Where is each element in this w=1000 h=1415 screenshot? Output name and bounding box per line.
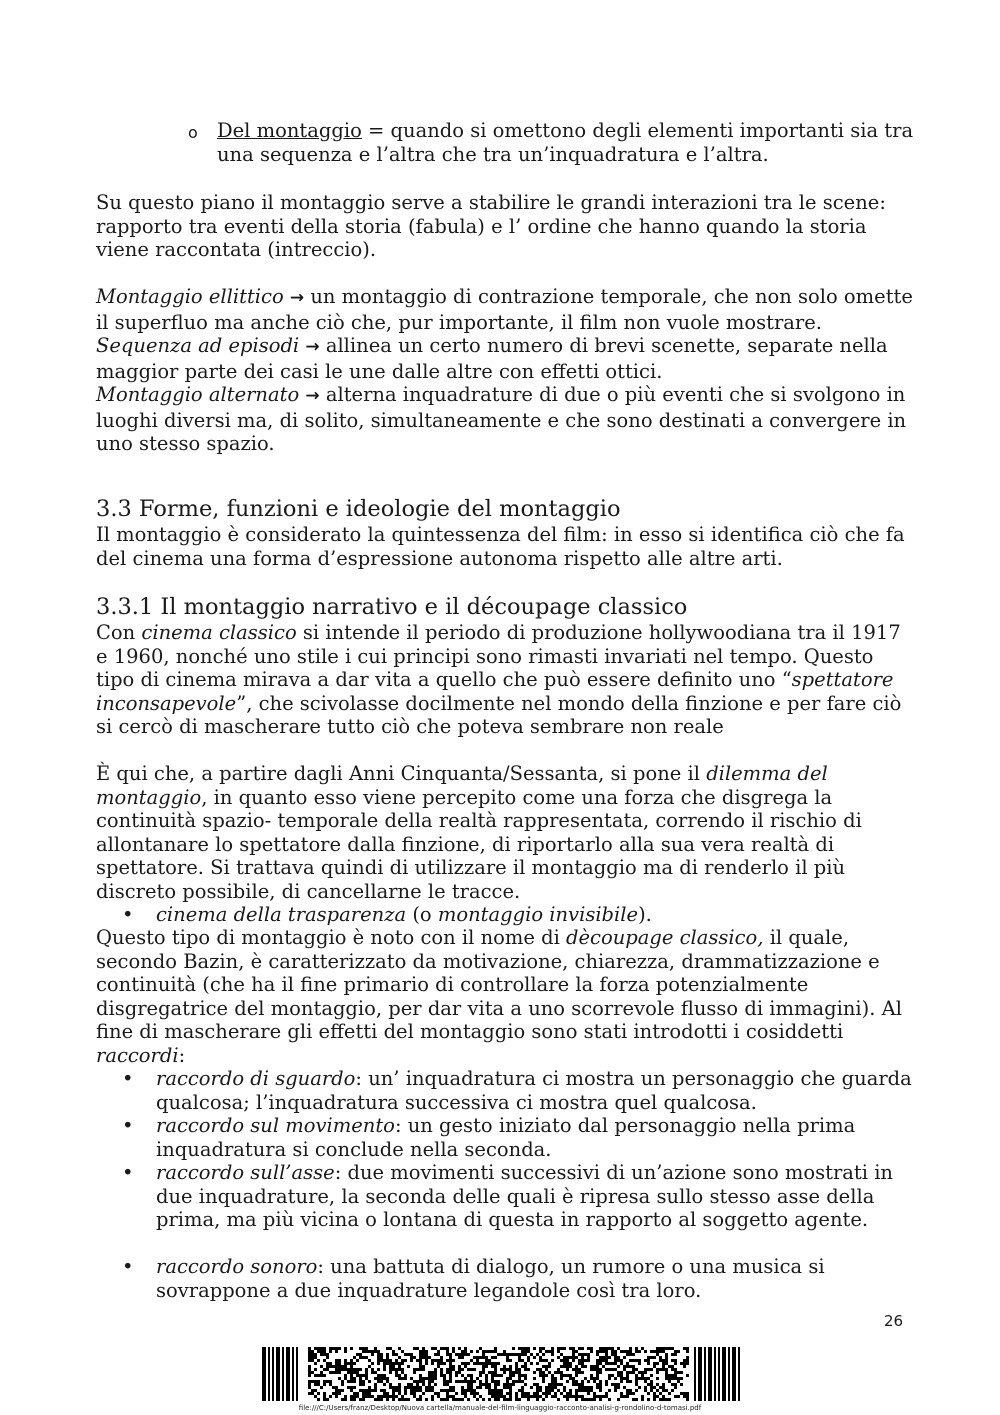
bullet-icon: •: [122, 1255, 134, 1278]
raccordo-term: raccordo di sguardo: [156, 1067, 356, 1090]
list-item-del-montaggio: [217, 119, 917, 166]
section-heading-3-3-1: 3.3.1 Il montaggio narrativo e il découpage classico: [96, 594, 688, 620]
paragraph-quintessenza: Il montaggio è considerato la quintessenza del film: in esso si identifica ciò che fa del cinema una forma d’espressione autonoma rispetto alle altre arti.: [96, 523, 905, 570]
list-item-cinema-trasparenza: [156, 903, 916, 927]
text-run: il quale, secondo Bazin, è caratterizzato da motivazione, chiarezza, drammatizzazione e continuità (che ha il fine primario di controllare la forza potenzialmente disgregatrice del montaggio, per dar vita a uno scorrevole flusso di immagini). Al fine di mascherare gli effetti del montaggio sono stati introdotti i cosiddetti: [96, 926, 902, 1043]
definition-montaggio-alternato: [96, 383, 916, 456]
list-item-raccordo-movimento: [156, 1114, 916, 1161]
text-run: (o: [406, 903, 438, 926]
definition-montaggio-ellittico: [96, 285, 916, 334]
list-item-raccordo-sonoro: [156, 1255, 916, 1302]
paragraph-decoupage-classico: [96, 926, 916, 1067]
raccordo-text: : un’ inquadratura ci mostra un personaggio che guarda qualcosa; l’inquadratura successiva ci mostra quel qualcosa.: [156, 1067, 912, 1114]
list-item-raccordo-asse: [156, 1161, 916, 1232]
raccordo-term: raccordo sull’asse: [156, 1161, 335, 1184]
emphasis: montaggio invisibile: [437, 903, 639, 926]
bullet-icon: •: [122, 1067, 134, 1090]
arrow-right-icon: →: [305, 337, 320, 357]
raccordo-text: : due movimenti successivi di un’azione sono mostrati in due inquadrature, la seconda delle quali è ripresa sullo stesso asse della prima, ma più vicina o lontana di questa in rapporto al soggetto agente.: [156, 1161, 893, 1231]
raccordo-term: raccordo sonoro: [156, 1255, 318, 1278]
definition-term: Montaggio alternato: [96, 383, 300, 406]
text-run: si intende il periodo di produzione hollywoodiana tra il 1917 e 1960, nonché uno stile i cui principi sono rimasti invariati nel tempo. Questo tipo di cinema mirava a dar vita a quello che può essere definito uno “: [96, 621, 901, 691]
section-heading-3-3: 3.3 Forme, funzioni e ideologie del montaggio: [96, 496, 621, 522]
paragraph-dilemma-montaggio: [96, 762, 916, 903]
arrow-right-icon: →: [305, 386, 320, 406]
text-run: Questo tipo di montaggio è noto con il nome di: [96, 926, 567, 949]
bullet-icon: •: [122, 1114, 134, 1137]
emphasis: dècoupage classico,: [566, 926, 764, 949]
paragraph-interazioni: Su questo piano il montaggio serve a stabilire le grandi interazioni tra le scene: rapporto tra eventi della storia (fabula) e l’ ordine che hanno quando la storia viene raccontata (intreccio).: [96, 191, 886, 261]
definition-term: Sequenza ad episodi: [96, 334, 300, 357]
text-run: ”, che scivolasse docilmente nel mondo della finzione e per fare ciò si cercò di mascherare tutto ciò che poteva sembrare non reale: [96, 691, 902, 738]
raccordo-term: raccordo sul movimento: [156, 1114, 395, 1137]
definition-term: Montaggio ellittico: [96, 285, 284, 308]
page-number: 26: [884, 1312, 904, 1330]
text-run: , in quanto esso viene percepito come una forza che disgrega la continuità spazio- temporale della realtà rappresentata, correndo il rischio di allontanare lo spettatore dalla finzione, di riportarlo alla sua vera realtà di spettatore. Si trattava quindi di utilizzare il montaggio ma di renderlo il più discreto possibile, di cancellarne le tracce.: [96, 785, 862, 903]
emphasis: cinema della trasparenza: [156, 903, 407, 926]
text-run: :: [178, 1043, 186, 1067]
list-marker-circle: o: [188, 123, 198, 142]
list-item-raccordo-sguardo: [156, 1067, 916, 1114]
barcode-icon: [262, 1347, 740, 1401]
raccordo-text: : una battuta di dialogo, un rumore o una musica si sovrappone a due inquadrature legandole così tra loro.: [156, 1255, 825, 1302]
emphasis: raccordi: [96, 1043, 179, 1067]
paragraph-cinema-classico: [96, 621, 916, 739]
text-run: È qui che, a partire dagli Anni Cinquanta/Sessanta, si pone il: [96, 762, 707, 785]
raccordo-text: : un gesto iniziato dal personaggio nella prima inquadratura si conclude nella seconda.: [156, 1114, 856, 1161]
definition-text: alterna inquadrature di due o più eventi che si svolgono in luoghi diversi ma, di solito, simultaneamente e che sono destinati a convergere in uno stesso spazio.: [96, 383, 907, 455]
emphasis: cinema classico: [141, 621, 297, 644]
term-del-montaggio: Del montaggio: [217, 119, 362, 142]
definitions-block: [96, 285, 916, 456]
list-item-text: = quando si omettono degli elementi importanti sia tra una sequenza e l’altra che tra un’inquadratura e l’altra.: [217, 119, 914, 166]
arrow-right-icon: →: [289, 288, 305, 308]
text-run: ).: [638, 903, 652, 926]
definition-sequenza-ad-episodi: [96, 334, 916, 383]
emphasis: spettatore inconsapevole: [96, 668, 894, 715]
text-run: Con: [96, 621, 142, 644]
definition-text: allinea un certo numero di brevi scenette, separate nella maggior parte dei casi le une dalle altre con effetti ottici.: [96, 334, 888, 383]
bullet-icon: •: [122, 903, 134, 926]
emphasis: dilemma del montaggio: [96, 762, 828, 809]
footer-file-path: file:///C:/Users/franz/Desktop/Nuova cartella/manuale-del-film-linguaggio-racconto-analisi-g-rondolino-d-tomasi.pdf: [298, 1404, 702, 1412]
definition-text: un montaggio di contrazione temporale, che non solo omette il superfluo ma anche ciò che, pur importante, il film non vuole mostrare.: [96, 285, 913, 334]
bullet-icon: •: [122, 1161, 134, 1184]
